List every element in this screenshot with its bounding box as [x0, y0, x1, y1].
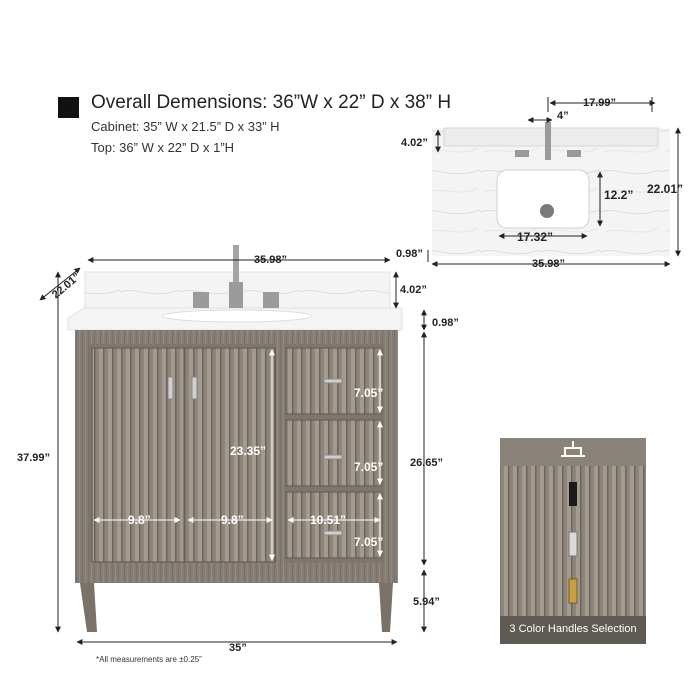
- inset-caption: 3 Color Handles Selection: [509, 623, 637, 635]
- drawer-top-pull: [324, 379, 342, 383]
- sink-depth-label: 12.2”: [604, 188, 634, 202]
- leg-height-label: 5.94”: [413, 596, 440, 608]
- top-view-drain: [540, 204, 554, 218]
- door-left-pull: [168, 377, 173, 399]
- door-right-width-label: 9.8”: [221, 513, 244, 527]
- measurement-footnote: *All measurements are ±0.25”: [96, 655, 202, 664]
- front-faucet-handle-left: [193, 292, 209, 308]
- door-divider-post: [276, 344, 284, 563]
- top-view-handle-left: [515, 150, 529, 157]
- door-left-width-label: 9.8”: [128, 513, 151, 527]
- top-view-faucet: [545, 122, 551, 160]
- drawer-middle-pull: [324, 455, 342, 459]
- front-top-thickness-label: 0.98”: [432, 317, 459, 329]
- cabinet-height-label: 26.65”: [410, 457, 444, 469]
- front-faucet-handle-right: [263, 292, 279, 308]
- overall-height-label: 37.99”: [17, 452, 51, 464]
- top-splash-label: 4.02”: [401, 137, 428, 149]
- top-depth-label: 22.01”: [647, 182, 684, 196]
- cabinet-right-side: [384, 330, 398, 570]
- cabinet-left-side: [75, 330, 89, 570]
- drawer3-height-label: 7.05”: [354, 535, 384, 549]
- handle-chrome: [569, 532, 577, 556]
- front-top-width-label: 35.98”: [254, 254, 288, 266]
- front-sink: [162, 310, 312, 322]
- top-overall-width-label: 35.98”: [532, 258, 566, 270]
- cabinet-width-label: 35”: [229, 642, 247, 654]
- top-thickness-label: 0.98”: [396, 248, 423, 260]
- sink-width-label: 17.32”: [517, 230, 554, 244]
- door-height-label: 23.35”: [230, 444, 267, 458]
- top-dimensions: Top: 36” W x 22” D x 1”H: [91, 140, 235, 155]
- front-splash-label: 4.02”: [400, 284, 427, 296]
- cabinet-top-rail: [75, 330, 398, 344]
- handles-inset: [500, 438, 646, 644]
- top-view-sink: [497, 170, 589, 228]
- cabinet-dimensions: Cabinet: 35” W x 21.5” D x 33” H: [91, 119, 280, 134]
- drawer-middle: [286, 420, 382, 486]
- top-width-label: 17.99”: [583, 97, 617, 109]
- handle-black: [569, 482, 577, 506]
- faucet-spread-label: 4”: [557, 110, 569, 122]
- leg-right: [379, 583, 393, 632]
- door-right-pull: [192, 377, 197, 399]
- drawer-width-label: 10.51”: [310, 513, 347, 527]
- cabinet-bottom-rail: [75, 563, 398, 583]
- leg-left: [80, 583, 97, 632]
- front-faucet-neck: [229, 282, 243, 308]
- front-depth-label: 22.01”: [50, 270, 84, 302]
- drawer1-height-label: 7.05”: [354, 386, 384, 400]
- top-view-handle-right: [567, 150, 581, 157]
- drawer2-height-label: 7.05”: [354, 460, 384, 474]
- overall-dimensions-title: Overall Demensions: 36”W x 22” D x 38” H: [91, 92, 452, 113]
- drawer-bottom-pull: [324, 531, 342, 535]
- handle-gold: [569, 579, 577, 603]
